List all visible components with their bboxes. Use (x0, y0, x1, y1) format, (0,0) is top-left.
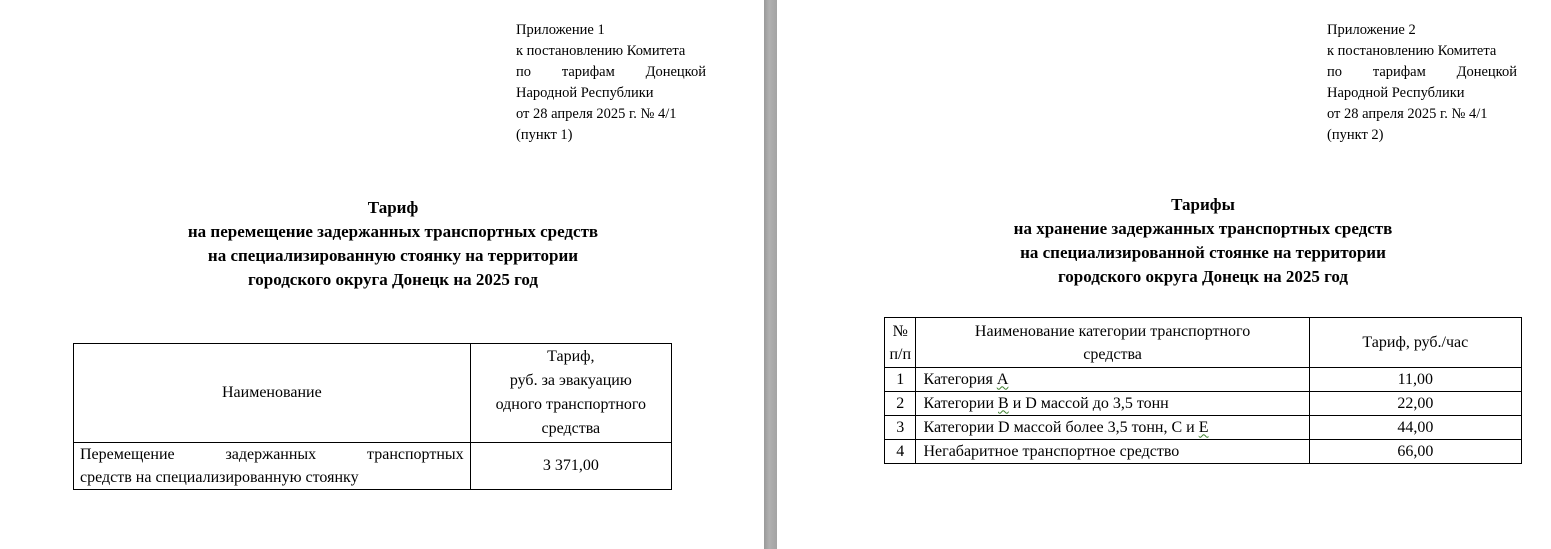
appendix-label: Приложение 2 (1327, 22, 1416, 38)
tariff-table-1 (73, 343, 672, 490)
row-number: 2 (885, 392, 916, 416)
header-number: № п/п (885, 318, 916, 368)
row-value: 44,00 (1309, 416, 1521, 440)
appendix-header-1 (516, 20, 706, 146)
table-row (885, 392, 1522, 416)
table-header-row (74, 344, 672, 443)
appendix-date: от 28 апреля 2025 г. № 4/1 (516, 106, 677, 122)
header-tariff: Тариф, руб./час (1309, 318, 1521, 368)
header-tariff: Тариф, руб. за эвакуацию одного транспортного средства (470, 344, 671, 443)
row-number: 4 (885, 440, 916, 464)
row-category: Категория А (916, 368, 1309, 392)
row-value: 66,00 (1309, 440, 1521, 464)
page-1 (0, 0, 762, 549)
row-category: Негабаритное транспортное средство (916, 440, 1309, 464)
table-row (885, 368, 1522, 392)
appendix-date: от 28 апреля 2025 г. № 4/1 (1327, 106, 1488, 122)
table-row (885, 440, 1522, 464)
document-title-1: Тариф на перемещение задержанных транспортных средств на специализированную стоянку на территории городского округа Донецк на 2025 год (187, 198, 599, 289)
appendix-decree: к постановлению Комитета (516, 43, 686, 59)
appendix-point: (пункт 2) (1327, 127, 1384, 143)
appendix-republic: Народной Республики (1327, 85, 1465, 101)
table-row (885, 416, 1522, 440)
header-category: Наименование категории транспортного средства (916, 318, 1309, 368)
row-category: Категории D массой более 3,5 тонн, С и Е (916, 416, 1309, 440)
appendix-point: (пункт 1) (516, 127, 573, 143)
appendix-header-2 (1327, 20, 1517, 146)
row-value: 22,00 (1309, 392, 1521, 416)
row-number: 3 (885, 416, 916, 440)
appendix-decree: к постановлению Комитета (1327, 43, 1497, 59)
row-number: 1 (885, 368, 916, 392)
row-value: 11,00 (1309, 368, 1521, 392)
table-header-row (885, 318, 1522, 368)
appendix-republic: Народной Республики (516, 85, 654, 101)
page-separator (762, 0, 779, 549)
appendix-committee: по тарифам Донецкой (516, 64, 706, 80)
appendix-committee: по тарифам Донецкой (1327, 64, 1517, 80)
appendix-label: Приложение 1 (516, 22, 605, 38)
tariff-table-2 (884, 317, 1522, 464)
row-value: 3 371,00 (470, 443, 671, 490)
document-title-2: Тарифы на хранение задержанных транспортных средств на специализированной стоянке на территории городского округа Донецк на 2025 год (1013, 195, 1393, 286)
header-name: Наименование (74, 344, 471, 443)
page-2 (779, 0, 1551, 549)
table-row (74, 443, 672, 490)
row-name: Перемещение задержанных транспортных средств на специализированную стоянку (74, 443, 471, 490)
row-category: Категории В и D массой до 3,5 тонн (916, 392, 1309, 416)
